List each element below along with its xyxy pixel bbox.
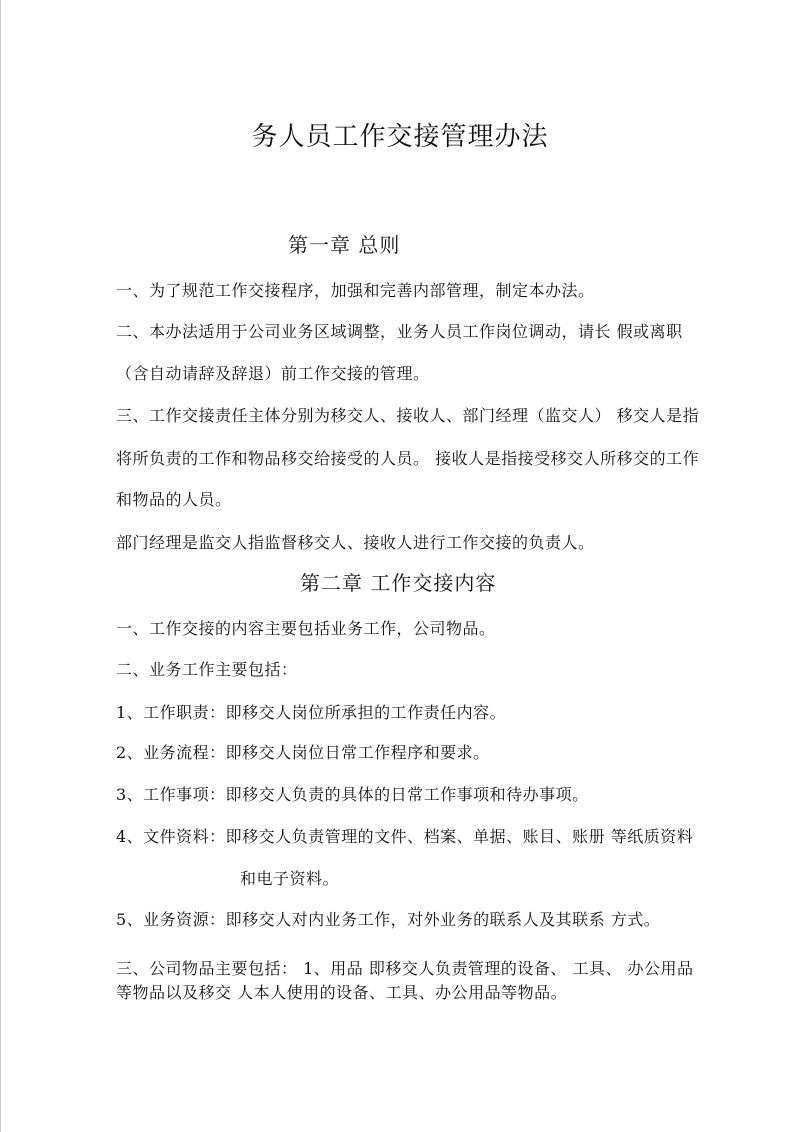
- chapter-2-line-3: 1、工作职责：即移交人岗位所承担的工作责任内容。: [116, 703, 507, 722]
- chapter-2-line-8: 5、业务资源：即移交人对内业务工作，对外业务的联系人及其联系 方式。: [116, 910, 661, 929]
- chapter-1-line-2: 二、本办法适用于公司业务区域调整，业务人员工作岗位调动，请长 假或离职: [116, 322, 683, 341]
- chapter-1-line-5: 将所负责的工作和物品移交给接受的人员。 接收人是指接受移交人所移交的工作: [116, 449, 700, 468]
- chapter-1-line-1: 一、为了规范工作交接程序，加强和完善内部管理，制定本办法。: [116, 281, 595, 300]
- page-left-edge: [0, 0, 1, 1132]
- chapter-1-line-3: （含自动请辞及辞退）前工作交接的管理。: [116, 364, 430, 383]
- chapter-1-line-4: 三、工作交接责任主体分别为移交人、接收人、部门经理（监交人） 移交人是指: [116, 406, 700, 425]
- chapter-2-line-2: 二、业务工作主要包括：: [116, 660, 298, 679]
- chapter-2-line-6: 4、文件资料：即移交人负责管理的文件、档案、单据、账目、账册 等纸质资料: [116, 827, 694, 846]
- chapter-2-line-10: 等物品以及移交 人本人使用的设备、工具、办公用品等物品。: [116, 983, 568, 1002]
- chapter-2-heading: 第二章 工作交接内容: [300, 571, 497, 595]
- chapter-1-line-7: 部门经理是监交人指监督移交人、接收人进行工作交接的负责人。: [116, 533, 595, 552]
- chapter-2-line-4: 2、业务流程：即移交人岗位日常工作程序和要求。: [116, 743, 490, 762]
- chapter-2-line-7: 和电子资料。: [240, 869, 340, 888]
- chapter-2-line-5: 3、工作事项：即移交人负责的具体的日常工作事项和待办事项。: [116, 785, 589, 804]
- chapter-2-line-1: 一、工作交接的内容主要包括业务工作，公司物品。: [116, 619, 496, 638]
- chapter-1-heading: 第一章 总则: [288, 233, 401, 257]
- document-title: 务人员工作交接管理办法: [251, 122, 549, 152]
- chapter-2-line-9: 三、公司物品主要包括： 1、用品 即移交人负责管理的设备、 工具、 办公用品: [116, 959, 694, 978]
- chapter-1-line-6: 和物品的人员。: [116, 490, 232, 509]
